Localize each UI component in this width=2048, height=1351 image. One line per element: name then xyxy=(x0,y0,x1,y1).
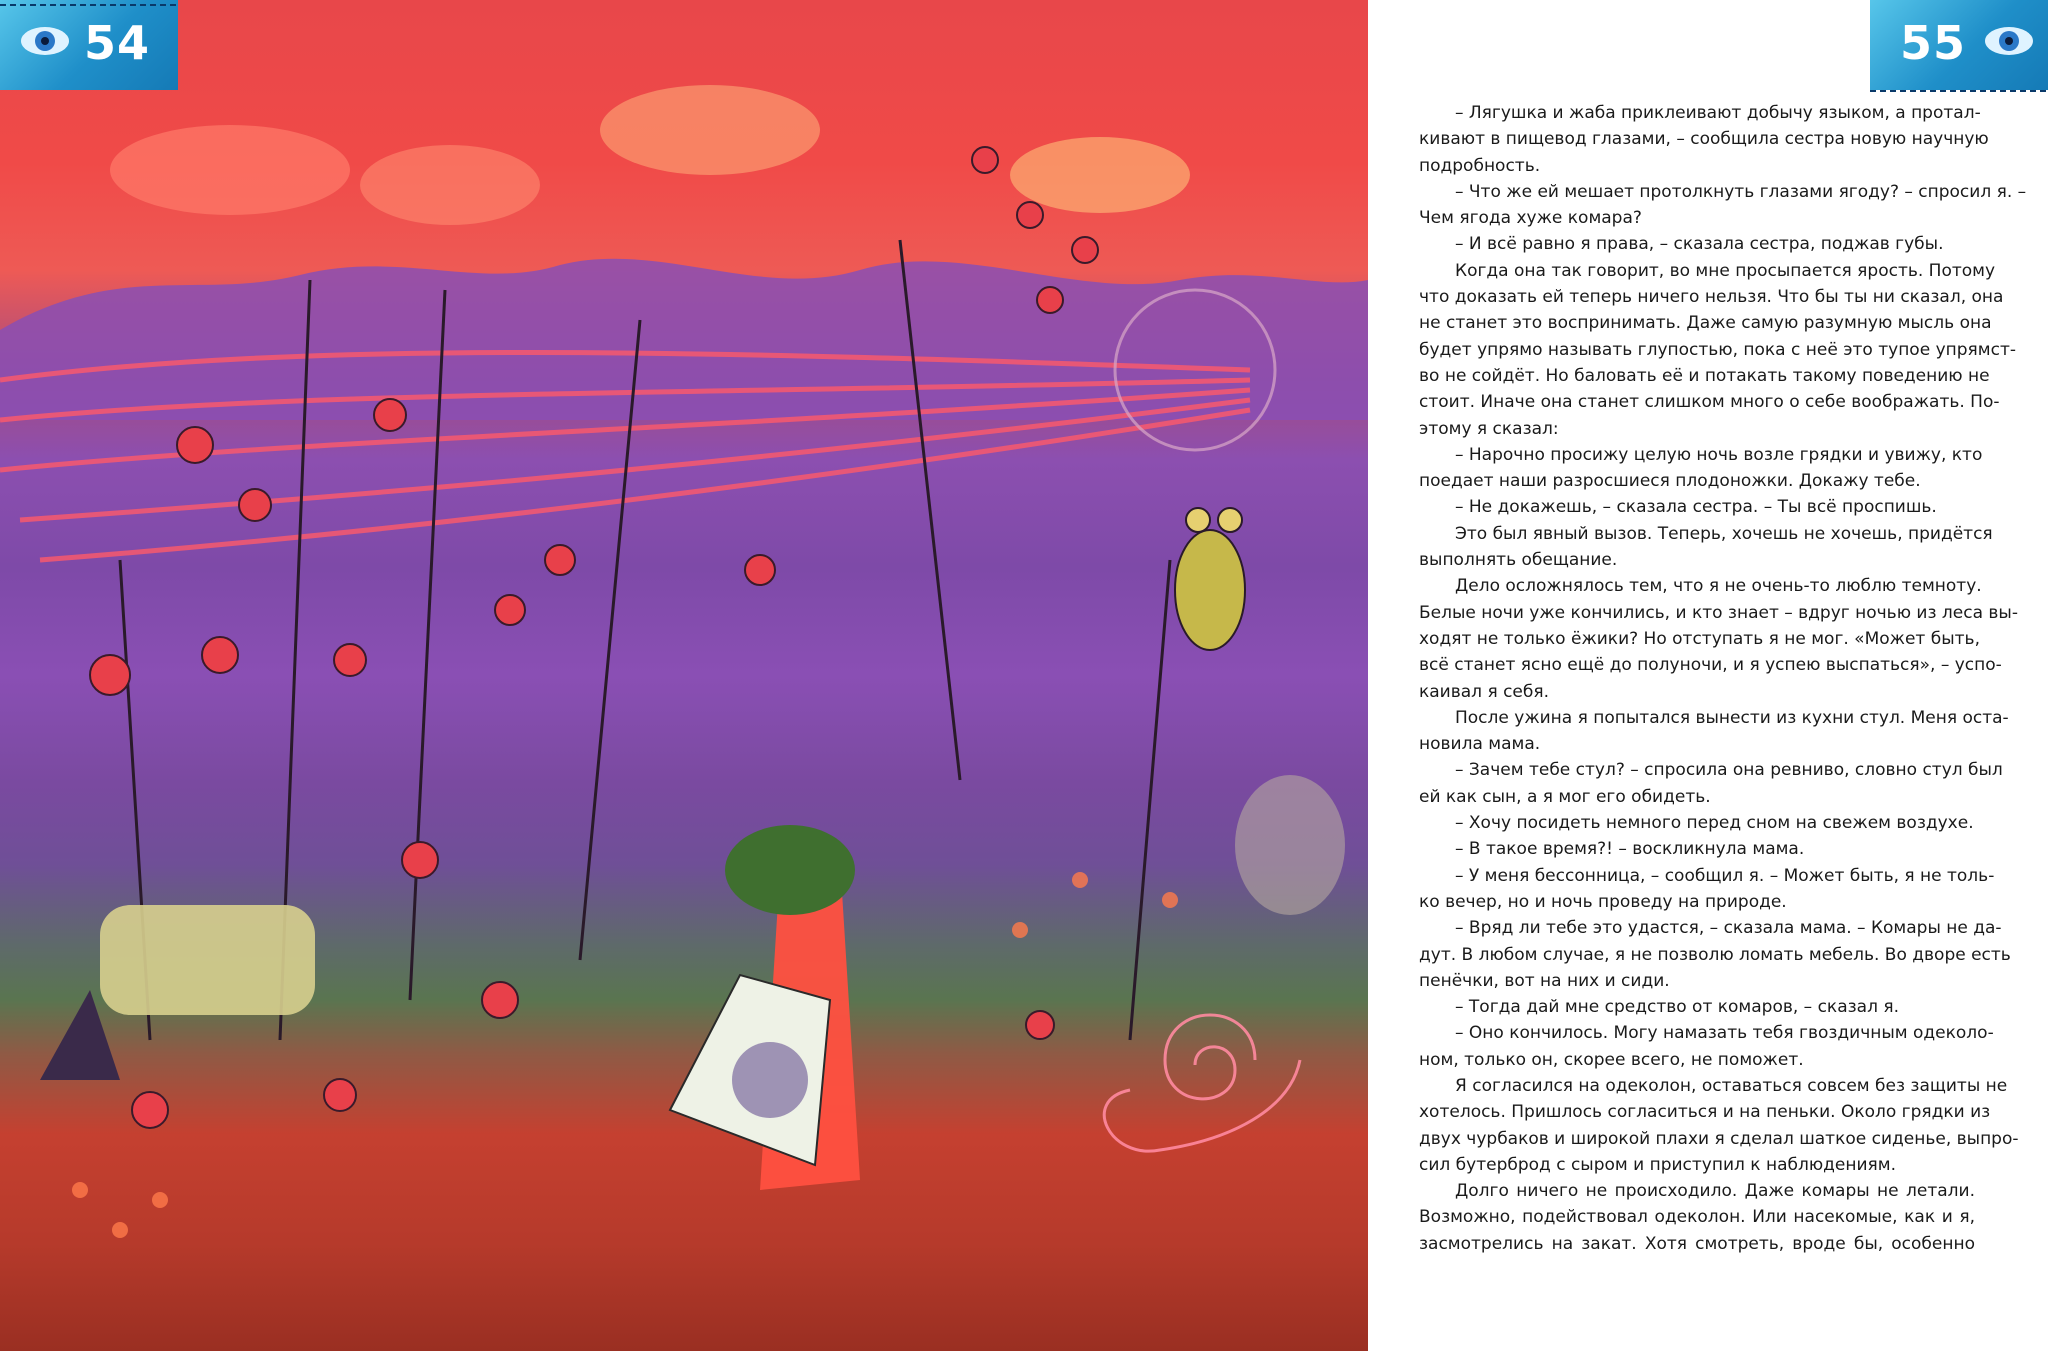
snail-spiral xyxy=(1104,1015,1300,1151)
text-line: Дело осложнялось тем, что я не очень-то люблю темноту. xyxy=(1455,576,1982,597)
text-line: подробность. xyxy=(1419,155,1541,176)
text-line: дут. В любом случае, я не позволю ломать мебель. Во дворе есть xyxy=(1419,944,2011,965)
cloud xyxy=(110,125,350,215)
text-line: После ужина я попытался вынести из кухни стул. Меня оста- xyxy=(1455,707,2009,728)
text-line: – Зачем тебе стул? – спросила она ревниво, словно стул был xyxy=(1455,760,2003,781)
text-line: стоит. Иначе она станет слишком много о себе воображать. По- xyxy=(1419,392,2000,413)
text-line: не станет это воспринимать. Даже самую разумную мысль она xyxy=(1419,313,1992,334)
text-line: выполнять обещание. xyxy=(1419,550,1618,571)
page-number-tab-left xyxy=(0,0,178,90)
bush xyxy=(1235,775,1345,915)
text-line: Я согласился на одеколон, оставаться совсем без защиты не xyxy=(1455,1075,2008,1096)
text-line: каивал я себя. xyxy=(1419,681,1549,702)
eye-icon xyxy=(18,14,72,68)
stitch-border xyxy=(1870,86,2048,96)
text-line: засмотрелись на закат. Хотя смотреть, вроде бы, особенно xyxy=(1419,1233,1975,1254)
text-line: – У меня бессонница, – сообщил я. – Может быть, я не толь- xyxy=(1455,865,1995,886)
eye-icon xyxy=(1982,14,2036,68)
page-number: 54 xyxy=(84,16,151,70)
cloud xyxy=(600,85,820,175)
page-number: 55 xyxy=(1900,16,1967,70)
text-line: ко вечер, но и ночь проведу на природе. xyxy=(1419,891,1787,912)
page-number-tab-right xyxy=(1870,0,2048,90)
text-line: – Вряд ли тебе это удастся, – сказала мама. – Комары не да- xyxy=(1455,918,2002,939)
text-line: – Не докажешь, – сказала сестра. – Ты всё проспишь. xyxy=(1455,497,1937,518)
text-line: – В такое время?! – воскликнула мама. xyxy=(1455,839,1805,860)
page-55-text xyxy=(1419,100,2027,1257)
text-line: Когда она так говорит, во мне просыпается ярость. Потому xyxy=(1455,260,1996,281)
text-line: будет упрямо называть глупостью, пока с неё это тупое упрямст- xyxy=(1419,339,2016,360)
text-line: сил бутерброд с сыром и приступил к наблюдениям. xyxy=(1419,1154,1896,1175)
text-line: Чем ягода хуже комара? xyxy=(1419,208,1642,229)
text-line: ей как сын, а я мог его обидеть. xyxy=(1419,786,1711,807)
text-line: – И всё равно я права, – сказала сестра, поджав губы. xyxy=(1455,234,1944,255)
text-line: Белые ночи уже кончились, и кто знает – вдруг ночью из леса вы- xyxy=(1419,602,2018,623)
text-line: пенёчки, вот на них и сиди. xyxy=(1419,970,1670,991)
text-line: ном, только он, скорее всего, не поможет. xyxy=(1419,1049,1804,1070)
cloud xyxy=(1010,137,1190,213)
text-line: хотелось. Пришлось согласиться и на пеньки. Около грядки из xyxy=(1419,1102,1991,1123)
text-line: Это был явный вызов. Теперь, хочешь не хочешь, придётся xyxy=(1455,523,1993,544)
text-line: – Нарочно просижу целую ночь возле грядки и увижу, кто xyxy=(1455,444,1983,465)
text-line: всё станет ясно ещё до полуночи, и я успею выспаться», – успо- xyxy=(1419,655,2002,676)
text-line: этому я сказал: xyxy=(1419,418,1559,439)
child-figure xyxy=(670,825,860,1190)
owl xyxy=(1175,508,1245,650)
text-line: ходят не только ёжики? Но отступать я не мог. «Может быть, xyxy=(1419,628,1980,649)
stitch-border xyxy=(0,0,178,10)
text-line: Возможно, подействовал одеколон. Или насекомые, как и я, xyxy=(1419,1207,1975,1228)
text-line: – Хочу посидеть немного перед сном на свежем воздухе. xyxy=(1455,813,1974,834)
text-line: двух чурбаков и широкой плахи я сделал шаткое сиденье, выпро- xyxy=(1419,1128,2019,1149)
cloud xyxy=(360,145,540,225)
text-line: что доказать ей теперь ничего нельзя. Что бы ты ни сказал, она xyxy=(1419,287,2004,308)
text-line: во не сойдёт. Но баловать её и потакать такому поведению не xyxy=(1419,365,1990,386)
text-line: – Лягушка и жаба приклеивают добычу языком, а протал- xyxy=(1455,103,1981,123)
text-line: Долго ничего не происходило. Даже комары не летали. xyxy=(1455,1181,1975,1202)
text-line: – Оно кончилось. Могу намазать тебя гвоздичным одеколо- xyxy=(1455,1023,1994,1044)
text-line: новила мама. xyxy=(1419,734,1541,755)
text-line: – Что же ей мешает протолкнуть глазами ягоду? – спросил я. – xyxy=(1455,181,2027,202)
text-line: – Тогда дай мне средство от комаров, – сказал я. xyxy=(1455,997,1899,1018)
text-line: поедает наши разросшиеся плодоножки. Докажу тебе. xyxy=(1419,471,1921,492)
text-line: кивают в пищевод глазами, – сообщила сестра новую научную xyxy=(1419,129,1989,150)
goat xyxy=(40,905,315,1080)
